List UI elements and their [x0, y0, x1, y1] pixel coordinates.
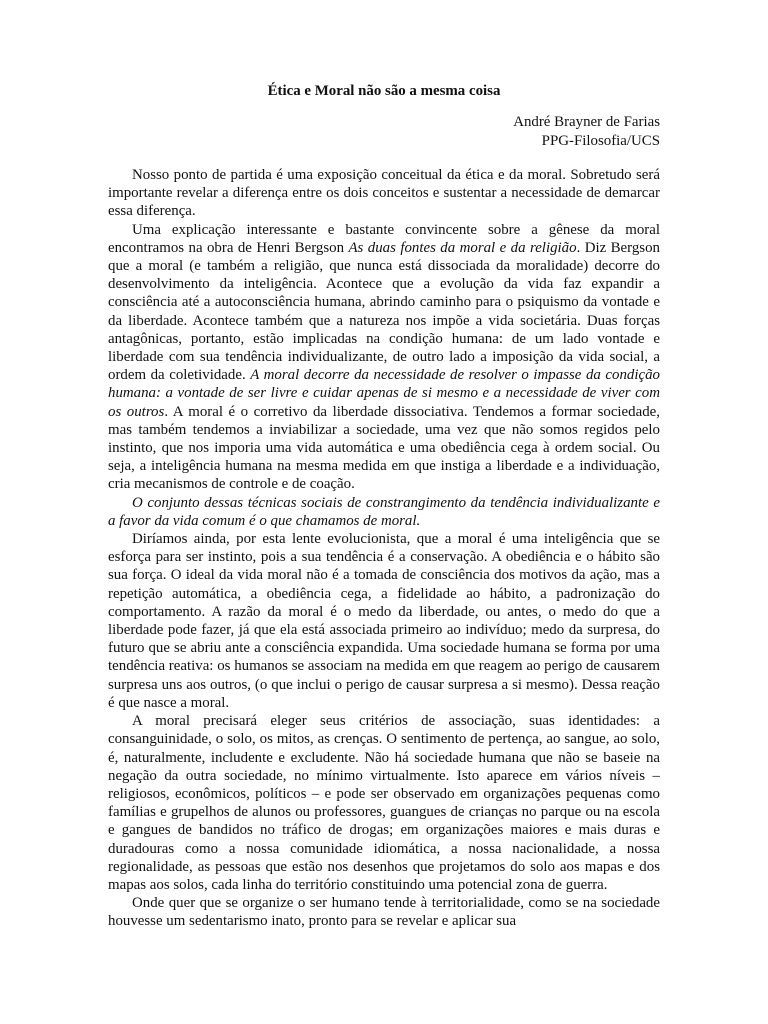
author-name: André Brayner de Farias	[513, 114, 660, 130]
paragraph-text: A moral precisará eleger seus critérios de associação, suas identidades: a consanguinidade, o solo, os mitos, as crenças. O sentimento de pertença, ao sangue, ao solo, é, naturalmente, includente e excludente. Não há sociedade humana que não se baseie na negação da outra sociedade, no mínimo virtualmente. Isto aparece em vários níveis – religiosos, econômicos, políticos – e pode ser observado em organizações pequenas como famílias e grupelhos de alunos ou professores, guangues de crianças no parque ou na escola e gangues de bandidos no tráfico de drogas; em organizações maiores e mais duras e duradouras como a nossa comunidade idiomática, a nossa nacionalidade, a nossa regionalidade, as pessoas que estão nos desenhos que projetamos do solo aos mapas e dos mapas aos solos, cada linha do território constituindo uma potencial zona de guerra.	[108, 713, 660, 893]
paragraph-4	[108, 530, 660, 712]
paragraph-6	[108, 894, 660, 930]
paragraph-2	[108, 221, 660, 494]
emphasized-text: O conjunto dessas técnicas sociais de constrangimento da tendência individualizante e a favor da vida comum é o que chamamos de moral.	[108, 494, 660, 529]
paragraph-text: . Diz Bergson que a moral (e também a religião, que nunca está dissociada da moralidade) decorre do desenvolvimento da inteligência. Acontece que a evolução da vida faz expandir a consciência até a autoconsciência humana, abrindo caminho para o psiquismo da vontade e da liberdade. Acontece também que a natureza nos impõe a vida societária. Duas forças antagônicas, portanto, estão implicadas na condição humana: de um lado vontade e liberdade com sua tendência individualizante, de outro lado a imposição da vida social, a ordem da coletividade.	[108, 239, 660, 384]
author-block	[108, 113, 660, 150]
author-affiliation: PPG-Filosofia/UCS	[541, 132, 660, 149]
paragraph-5	[108, 712, 660, 894]
document-title: Ética e Moral não são a mesma coisa	[267, 83, 501, 99]
paragraph-text: . A moral é o corretivo da liberdade dissociativa. Tendemos a formar sociedade, mas também tendemos a inviabilizar a sociedade, uma vez que não somos regidos pelo instinto, que nos imporia uma vida automática e uma obediência cega à ordem social. Ou seja, a inteligência humana na mesma medida em que instiga a liberdade e a individuação, cria mecanismos de controle e de coação.	[108, 403, 661, 493]
paragraph-text: Nosso ponto de partida é uma exposição conceitual da ética e da moral. Sobretudo será importante revelar a diferença entre os dois conceitos e sustentar a necessidade de demarcar essa diferença.	[108, 167, 660, 220]
book-title: As duas fontes da moral e da religião	[348, 239, 577, 256]
paragraph-text: Uma explicação interessante e bastante convincente sobre a gênese da moral encontramos na obra de Henri Bergson	[108, 221, 660, 256]
paragraph-text: Onde quer que se organize o ser humano tende à territorialidade, como se na sociedade houvesse um sedentarismo inato, pronto para se revelar e aplicar sua	[108, 895, 660, 930]
paragraph-text: Diríamos ainda, por esta lente evolucionista, que a moral é uma inteligência que se esforça para ser instinto, pois a sua tendência é a conservação. A obediência e o hábito são sua força. O ideal da vida moral não é a tomada de consciência dos motivos da ação, mas a repetição automática, a obediência cega, a fidelidade ao hábito, a padronização do comportamento. A razão da moral é o medo da liberdade, ou antes, o medo do que a liberdade pode fazer, já que ela está associada primeiro ao indivíduo; medo da surpresa, do futuro que se abriu ante a consciência expandida. Uma sociedade humana se forma por uma tendência reativa: os humanos se associam na medida em que reagem ao perigo de causarem surpresa uns aos outros, (o que inclui o perigo de causar surpresa a si mesmo). Dessa reação é que nasce a moral.	[108, 531, 660, 711]
paragraph-1	[108, 166, 660, 221]
paragraph-3	[108, 494, 660, 530]
emphasized-text: A moral decorre da necessidade de resolver o impasse da condição humana: a vontade de ser livre e cuidar apenas de si mesmo e a necessidade de viver com os outros	[108, 367, 660, 420]
